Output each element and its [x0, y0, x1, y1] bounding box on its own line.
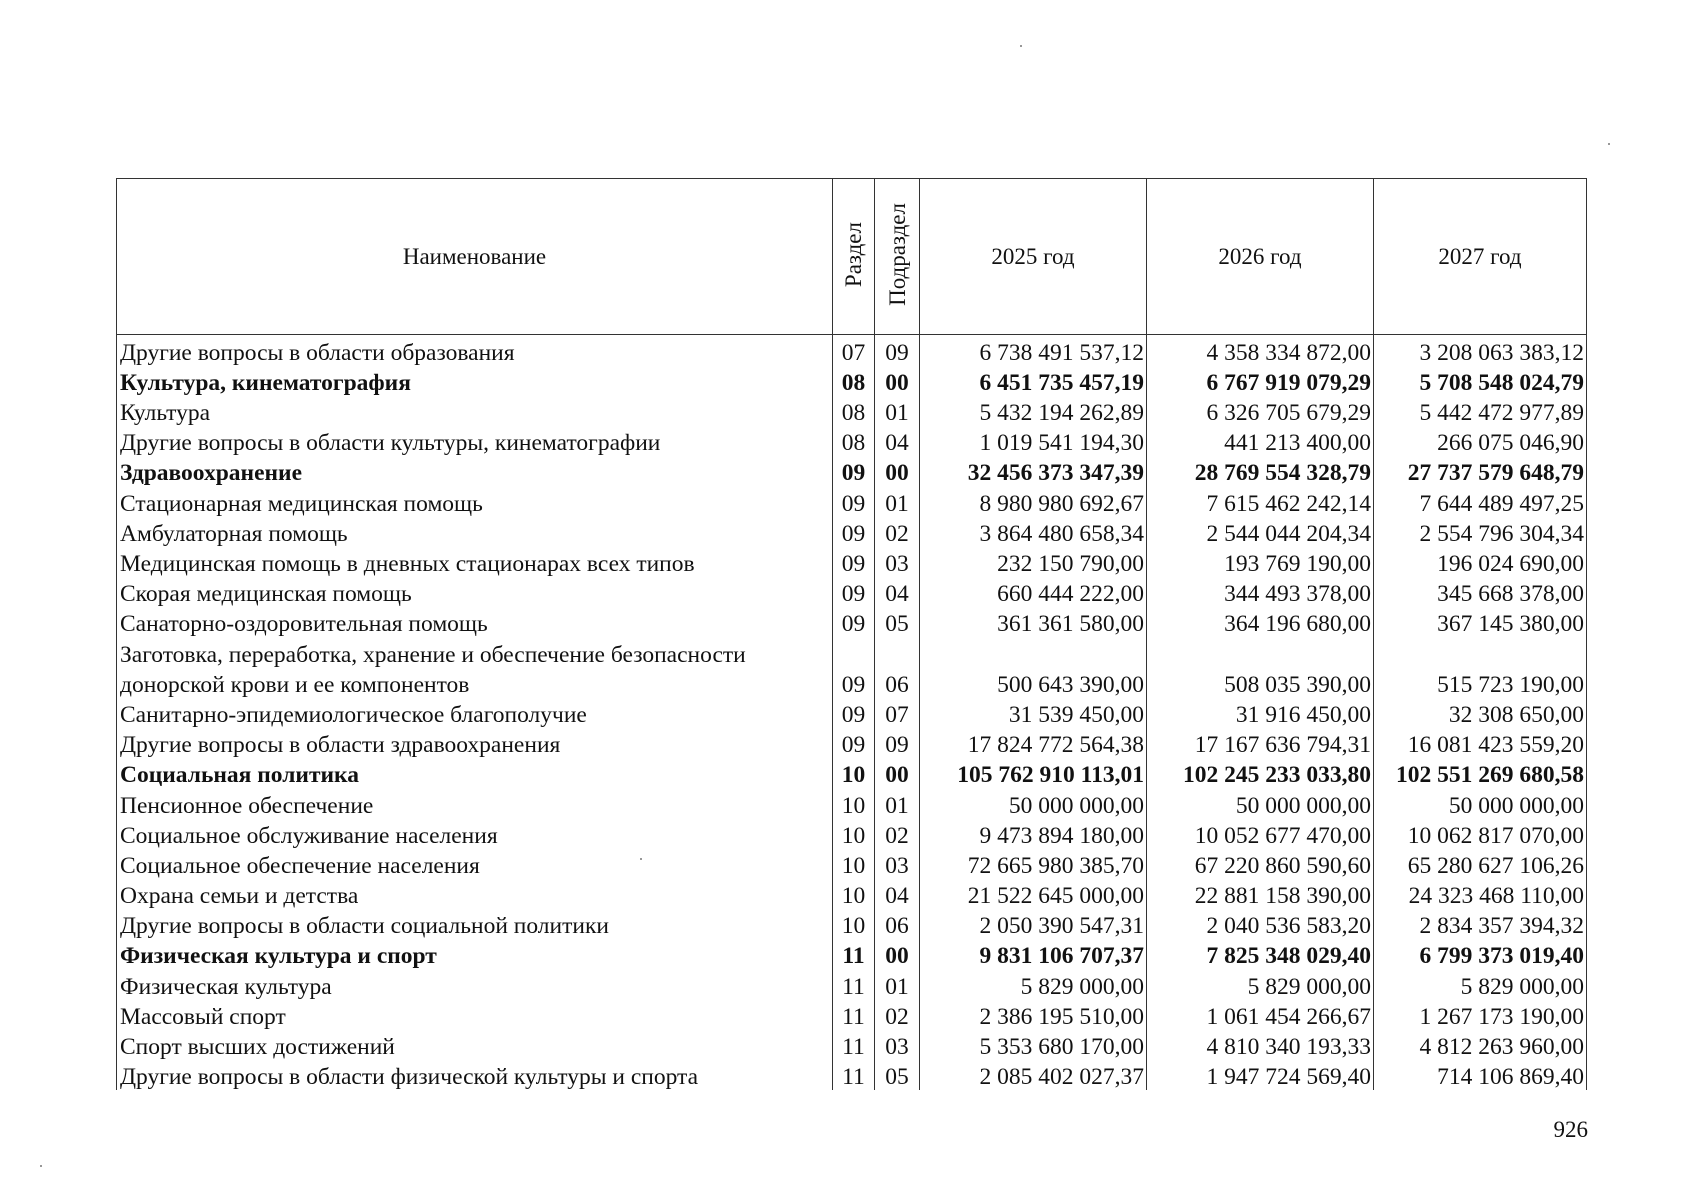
header-section: [833, 179, 875, 335]
row-value-2026: 17 167 636 794,31: [1147, 727, 1374, 757]
row-value-2025: 17 824 772 564,38: [920, 727, 1147, 757]
row-section: 09: [833, 486, 875, 516]
row-subsection: 02: [875, 999, 920, 1029]
row-name: Заготовка, переработка, хранение и обеспечение безопасности: [117, 637, 833, 667]
table-row: [117, 878, 1587, 908]
header-2027: 2027 год: [1374, 179, 1587, 335]
row-value-2026: 6 767 919 079,29: [1147, 365, 1374, 395]
header-section-label: Раздел: [841, 221, 866, 288]
row-section: 10: [833, 788, 875, 818]
row-subsection: 05: [875, 1060, 920, 1090]
row-subsection: 00: [875, 365, 920, 395]
row-section: 08: [833, 426, 875, 456]
row-value-2025: 105 762 910 113,01: [920, 758, 1147, 788]
row-subsection: 01: [875, 395, 920, 425]
row-section: 09: [833, 667, 875, 697]
row-subsection: 03: [875, 848, 920, 878]
row-name: Другие вопросы в области образования: [117, 335, 833, 366]
scan-speck: [1608, 143, 1610, 145]
table-row: [117, 426, 1587, 456]
row-value-2026: 441 213 400,00: [1147, 426, 1374, 456]
row-section: 10: [833, 909, 875, 939]
row-subsection: 02: [875, 516, 920, 546]
table-row: [117, 456, 1587, 486]
row-name: Социальное обеспечение населения: [117, 848, 833, 878]
row-subsection: 09: [875, 335, 920, 366]
row-value-2027: 10 062 817 070,00: [1374, 818, 1587, 848]
row-value-2027: 2 554 796 304,34: [1374, 516, 1587, 546]
row-value-2027: 4 812 263 960,00: [1374, 1029, 1587, 1059]
row-value-2027: 65 280 627 106,26: [1374, 848, 1587, 878]
row-subsection: 06: [875, 909, 920, 939]
row-value-2025: 3 864 480 658,34: [920, 516, 1147, 546]
row-subsection: 03: [875, 546, 920, 576]
row-section: [833, 637, 875, 667]
row-section: 09: [833, 546, 875, 576]
row-value-2025: 9 473 894 180,00: [920, 818, 1147, 848]
row-value-2027: 32 308 650,00: [1374, 697, 1587, 727]
row-value-2027: 714 106 869,40: [1374, 1060, 1587, 1090]
row-value-2026: 10 052 677 470,00: [1147, 818, 1374, 848]
row-value-2025: 232 150 790,00: [920, 546, 1147, 576]
row-value-2026: 7 615 462 242,14: [1147, 486, 1374, 516]
row-value-2027: 345 668 378,00: [1374, 577, 1587, 607]
row-value-2026: 102 245 233 033,80: [1147, 758, 1374, 788]
row-value-2027: 5 442 472 977,89: [1374, 395, 1587, 425]
row-value-2027: 515 723 190,00: [1374, 667, 1587, 697]
row-section: 11: [833, 1029, 875, 1059]
row-section: 09: [833, 456, 875, 486]
row-value-2025: [920, 637, 1147, 667]
row-section: 11: [833, 939, 875, 969]
row-name: Скорая медицинская помощь: [117, 577, 833, 607]
row-value-2027: [1374, 637, 1587, 667]
row-name: Физическая культура: [117, 969, 833, 999]
row-value-2026: [1147, 637, 1374, 667]
row-name: Другие вопросы в области здравоохранения: [117, 727, 833, 757]
row-value-2026: 50 000 000,00: [1147, 788, 1374, 818]
row-value-2026: 2 040 536 583,20: [1147, 909, 1374, 939]
row-section: 09: [833, 607, 875, 637]
row-name: Медицинская помощь в дневных стационарах всех типов: [117, 546, 833, 576]
row-section: 07: [833, 335, 875, 366]
row-name: Здравоохранение: [117, 456, 833, 486]
row-value-2027: 102 551 269 680,58: [1374, 758, 1587, 788]
row-value-2025: 50 000 000,00: [920, 788, 1147, 818]
row-subsection: 09: [875, 727, 920, 757]
table-row: [117, 999, 1587, 1029]
table-row: [117, 758, 1587, 788]
row-name: Стационарная медицинская помощь: [117, 486, 833, 516]
row-section: 11: [833, 1060, 875, 1090]
table-row: [117, 577, 1587, 607]
row-value-2025: 21 522 645 000,00: [920, 878, 1147, 908]
table-row: [117, 486, 1587, 516]
row-name: Спорт высших достижений: [117, 1029, 833, 1059]
row-name: Другие вопросы в области социальной политики: [117, 909, 833, 939]
table-row: [117, 969, 1587, 999]
row-subsection: 05: [875, 607, 920, 637]
row-value-2027: 3 208 063 383,12: [1374, 335, 1587, 366]
row-value-2026: 1 947 724 569,40: [1147, 1060, 1374, 1090]
row-value-2026: 67 220 860 590,60: [1147, 848, 1374, 878]
row-value-2027: 266 075 046,90: [1374, 426, 1587, 456]
row-value-2025: 5 353 680 170,00: [920, 1029, 1147, 1059]
row-value-2025: 2 085 402 027,37: [920, 1060, 1147, 1090]
row-subsection: 04: [875, 878, 920, 908]
row-value-2025: 2 050 390 547,31: [920, 909, 1147, 939]
row-name: Культура: [117, 395, 833, 425]
row-name: Массовый спорт: [117, 999, 833, 1029]
row-value-2026: 508 035 390,00: [1147, 667, 1374, 697]
row-name: Охрана семьи и детства: [117, 878, 833, 908]
row-subsection: 03: [875, 1029, 920, 1059]
table-row: [117, 335, 1587, 366]
row-value-2025: 500 643 390,00: [920, 667, 1147, 697]
row-value-2025: 32 456 373 347,39: [920, 456, 1147, 486]
page-number: 926: [1553, 1117, 1588, 1142]
row-value-2026: 364 196 680,00: [1147, 607, 1374, 637]
row-value-2027: 7 644 489 497,25: [1374, 486, 1587, 516]
row-value-2026: 1 061 454 266,67: [1147, 999, 1374, 1029]
row-value-2025: 6 451 735 457,19: [920, 365, 1147, 395]
table-row: [117, 395, 1587, 425]
row-section: 10: [833, 758, 875, 788]
table-row: [117, 697, 1587, 727]
table-row: [117, 818, 1587, 848]
row-subsection: 04: [875, 426, 920, 456]
table-row: [117, 516, 1587, 546]
table-row: [117, 1060, 1587, 1090]
row-subsection: 01: [875, 969, 920, 999]
row-value-2026: 344 493 378,00: [1147, 577, 1374, 607]
row-value-2025: 31 539 450,00: [920, 697, 1147, 727]
scan-speck: [1020, 45, 1022, 47]
row-section: 09: [833, 516, 875, 546]
header-name: Наименование: [117, 179, 833, 335]
scan-speck: [640, 858, 642, 860]
header-2025: 2025 год: [920, 179, 1147, 335]
row-value-2027: 5 708 548 024,79: [1374, 365, 1587, 395]
row-name: Другие вопросы в области культуры, кинематографии: [117, 426, 833, 456]
table-row: [117, 546, 1587, 576]
row-value-2027: 2 834 357 394,32: [1374, 909, 1587, 939]
row-subsection: 01: [875, 788, 920, 818]
row-name: Санаторно-оздоровительная помощь: [117, 607, 833, 637]
row-name: Физическая культура и спорт: [117, 939, 833, 969]
row-name: донорской крови и ее компонентов: [117, 667, 833, 697]
row-section: 11: [833, 969, 875, 999]
row-value-2025: 5 829 000,00: [920, 969, 1147, 999]
row-value-2025: 361 361 580,00: [920, 607, 1147, 637]
row-name: Санитарно-эпидемиологическое благополучие: [117, 697, 833, 727]
row-value-2027: 1 267 173 190,00: [1374, 999, 1587, 1029]
row-value-2026: 28 769 554 328,79: [1147, 456, 1374, 486]
row-section: 09: [833, 577, 875, 607]
row-subsection: 06: [875, 667, 920, 697]
row-subsection: 04: [875, 577, 920, 607]
row-value-2025: 8 980 980 692,67: [920, 486, 1147, 516]
row-value-2025: 72 665 980 385,70: [920, 848, 1147, 878]
scan-speck: [40, 1165, 42, 1167]
row-name: Социальное обслуживание населения: [117, 818, 833, 848]
row-name: Другие вопросы в области физической культуры и спорта: [117, 1060, 833, 1090]
row-value-2027: 27 737 579 648,79: [1374, 456, 1587, 486]
row-subsection: 00: [875, 456, 920, 486]
row-subsection: 02: [875, 818, 920, 848]
table-row: [117, 939, 1587, 969]
table-row: [117, 788, 1587, 818]
row-value-2027: 50 000 000,00: [1374, 788, 1587, 818]
row-value-2025: 5 432 194 262,89: [920, 395, 1147, 425]
table-row: [117, 667, 1587, 697]
table-row: [117, 909, 1587, 939]
row-value-2027: 24 323 468 110,00: [1374, 878, 1587, 908]
row-value-2026: 5 829 000,00: [1147, 969, 1374, 999]
row-value-2027: 367 145 380,00: [1374, 607, 1587, 637]
row-name: Культура, кинематография: [117, 365, 833, 395]
row-value-2027: 5 829 000,00: [1374, 969, 1587, 999]
table-row: [117, 607, 1587, 637]
row-value-2026: 2 544 044 204,34: [1147, 516, 1374, 546]
row-section: 11: [833, 999, 875, 1029]
header-subsection: [875, 179, 920, 335]
row-value-2026: 31 916 450,00: [1147, 697, 1374, 727]
row-value-2026: 22 881 158 390,00: [1147, 878, 1374, 908]
row-value-2027: 6 799 373 019,40: [1374, 939, 1587, 969]
row-section: 10: [833, 878, 875, 908]
row-value-2026: 4 358 334 872,00: [1147, 335, 1374, 366]
table-body: [117, 335, 1587, 1090]
row-section: 08: [833, 365, 875, 395]
row-value-2025: 9 831 106 707,37: [920, 939, 1147, 969]
table-row: [117, 848, 1587, 878]
row-name: Амбулаторная помощь: [117, 516, 833, 546]
row-section: 10: [833, 818, 875, 848]
row-value-2026: 193 769 190,00: [1147, 546, 1374, 576]
table-row: [117, 637, 1587, 667]
row-subsection: 01: [875, 486, 920, 516]
row-value-2025: 6 738 491 537,12: [920, 335, 1147, 366]
row-value-2026: 4 810 340 193,33: [1147, 1029, 1374, 1059]
header-2026: 2026 год: [1147, 179, 1374, 335]
row-value-2025: 660 444 222,00: [920, 577, 1147, 607]
row-section: 10: [833, 848, 875, 878]
header-subsection-label: Подраздел: [884, 203, 910, 306]
table-row: [117, 365, 1587, 395]
table-row: [117, 727, 1587, 757]
row-value-2027: 196 024 690,00: [1374, 546, 1587, 576]
row-section: 09: [833, 697, 875, 727]
row-section: 08: [833, 395, 875, 425]
row-name: Пенсионное обеспечение: [117, 788, 833, 818]
row-value-2025: 1 019 541 194,30: [920, 426, 1147, 456]
row-subsection: 00: [875, 758, 920, 788]
table-header-row: [117, 179, 1587, 335]
row-value-2026: 7 825 348 029,40: [1147, 939, 1374, 969]
table-row: [117, 1029, 1587, 1059]
row-subsection: 07: [875, 697, 920, 727]
row-name: Социальная политика: [117, 758, 833, 788]
budget-table: [116, 178, 1587, 1090]
row-subsection: [875, 637, 920, 667]
row-value-2026: 6 326 705 679,29: [1147, 395, 1374, 425]
row-value-2027: 16 081 423 559,20: [1374, 727, 1587, 757]
row-subsection: 00: [875, 939, 920, 969]
row-value-2025: 2 386 195 510,00: [920, 999, 1147, 1029]
row-section: 09: [833, 727, 875, 757]
